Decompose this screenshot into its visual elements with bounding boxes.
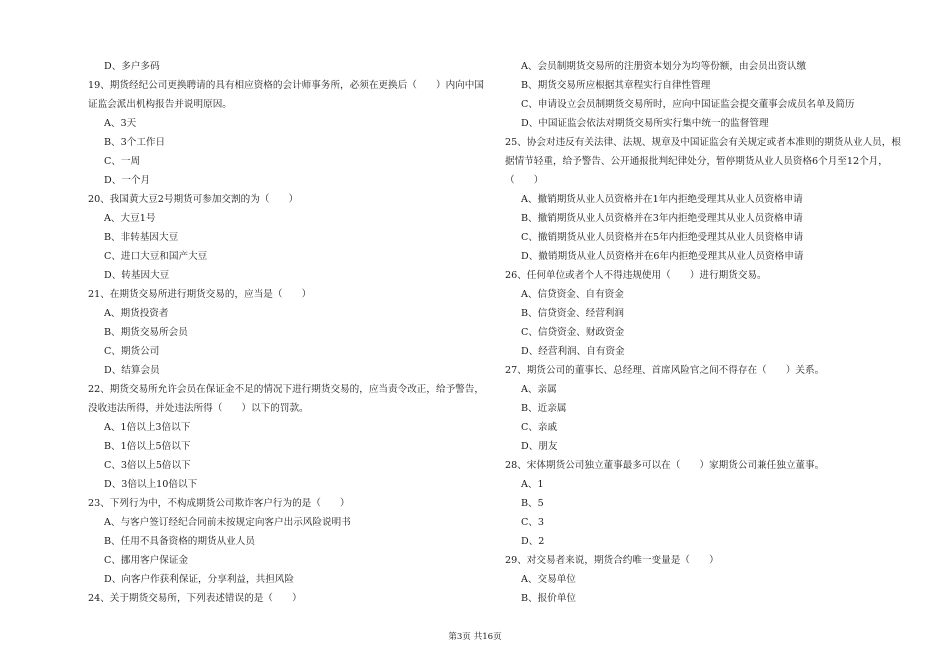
answer-option: D、撤销期货从业人员资格并在6年内拒绝受理其从业人员资格申请 [521, 251, 804, 262]
answer-option: D、多户多码 [104, 61, 160, 72]
question-text: 29、对交易者来说，期货合约唯一变量是（ ） [505, 555, 719, 566]
page-footer: 第3页 共16页 [448, 632, 502, 642]
question-text-continued: 据情节轻重，给予警告、公开通报批判纪律处分，暂停期货从业人员资格6个月至12个月， [505, 156, 888, 167]
answer-option: B、任用不具备资格的期货从业人员 [104, 536, 255, 547]
answer-option: A、期货投资者 [104, 308, 169, 319]
answer-option: C、挪用客户保证金 [104, 555, 189, 566]
answer-option: B、非转基因大豆 [104, 232, 179, 243]
answer-option: A、亲属 [521, 384, 557, 395]
question-text: 21、在期货交易所进行期货交易的，应当是（ ） [88, 289, 312, 300]
answer-option: D、转基因大豆 [104, 270, 170, 281]
question-text: 20、我国黄大豆2号期货可参加交割的为（ ） [88, 194, 299, 205]
answer-option: D、朋友 [521, 441, 558, 452]
answer-option: B、信贷资金、经营利润 [521, 308, 624, 319]
answer-option: A、大豆1号 [104, 213, 156, 224]
answer-option: C、期货公司 [104, 346, 160, 357]
answer-option: D、一个月 [104, 175, 151, 186]
answer-option: B、1倍以上5倍以下 [104, 441, 191, 452]
answer-option: C、3 [521, 517, 545, 528]
answer-option: D、向客户作获利保证，分享利益，共担风险 [104, 574, 294, 585]
question-text-continued: 没收违法所得，并处违法所得（ ）以下的罚款。 [88, 403, 309, 414]
question-text: 28、宋体期货公司独立董事最多可以在（ ）家期货公司兼任独立董事。 [505, 460, 825, 471]
question-text: 24、关于期货交易所，下列表述错误的是（ ） [88, 593, 302, 604]
answer-option: A、3天 [104, 118, 137, 129]
answer-option: B、期货交易所会员 [104, 327, 188, 338]
answer-option: B、5 [521, 498, 544, 509]
question-text: 23、下列行为中，不构成期货公司欺诈客户行为的是（ ） [88, 498, 350, 509]
answer-option: A、与客户签订经纪合同前未按规定向客户出示风险说明书 [104, 517, 351, 528]
answer-option: A、信贷资金、自有资金 [521, 289, 624, 300]
left-column [88, 57, 488, 608]
question-text: 22、期货交易所允许会员在保证金不足的情况下进行期货交易的，应当责令改正，给予警告， [88, 384, 484, 395]
answer-option: B、近亲属 [521, 403, 567, 414]
answer-option: A、撤销期货从业人员资格并在1年内拒绝受理其从业人员资格申请 [521, 194, 803, 205]
answer-option: D、3倍以上10倍以下 [104, 479, 198, 490]
answer-option: B、3个工作日 [104, 137, 166, 148]
answer-option: C、3倍以上5倍以下 [104, 460, 191, 471]
question-text: 25、协会对违反有关法律、法规、规章及中国证监会有关规定或者本准则的期货从业人员，根 [505, 137, 901, 148]
answer-option: C、申请设立会员制期货交易所时，应向中国证监会提交董事会成员名单及简历 [521, 99, 855, 110]
question-text: 26、任何单位或者个人不得违规使用（ ）进行期货交易。 [505, 270, 767, 281]
answer-option: D、2 [521, 536, 545, 547]
answer-option: C、信贷资金、财政资金 [521, 327, 625, 338]
answer-option: C、进口大豆和国产大豆 [104, 251, 208, 262]
answer-option: C、撤销期货从业人员资格并在5年内拒绝受理其从业人员资格申请 [521, 232, 804, 243]
answer-option: A、会员制期货交易所的注册资本划分为均等份额，由会员出资认缴 [521, 61, 807, 72]
answer-option: D、中国证监会依法对期货交易所实行集中统一的监督管理 [521, 118, 769, 129]
answer-option: C、一周 [104, 156, 141, 167]
answer-option: B、撤销期货从业人员资格并在3年内拒绝受理其从业人员资格申请 [521, 213, 803, 224]
answer-option: D、结算会员 [104, 365, 160, 376]
right-column [505, 57, 905, 608]
answer-option: A、1倍以上3倍以下 [104, 422, 191, 433]
answer-option: D、经营利润、自有资金 [521, 346, 625, 357]
answer-option: A、1 [521, 479, 544, 490]
answer-option: A、交易单位 [521, 574, 576, 585]
question-text: 19、期货经纪公司更换聘请的具有相应资格的会计师事务所，必须在更换后（ ）内向中国 [88, 80, 484, 91]
answer-option: B、报价单位 [521, 593, 577, 604]
question-text-continued: 证监会派出机构报告并说明原因。 [88, 99, 232, 110]
answer-option: C、亲戚 [521, 422, 558, 433]
question-text: 27、期货公司的董事长、总经理、首席风险官之间不得存在（ ）关系。 [505, 365, 825, 376]
answer-option: B、期货交易所应根据其章程实行自律性管理 [521, 80, 711, 91]
question-text-continued: （ ） [505, 175, 544, 186]
